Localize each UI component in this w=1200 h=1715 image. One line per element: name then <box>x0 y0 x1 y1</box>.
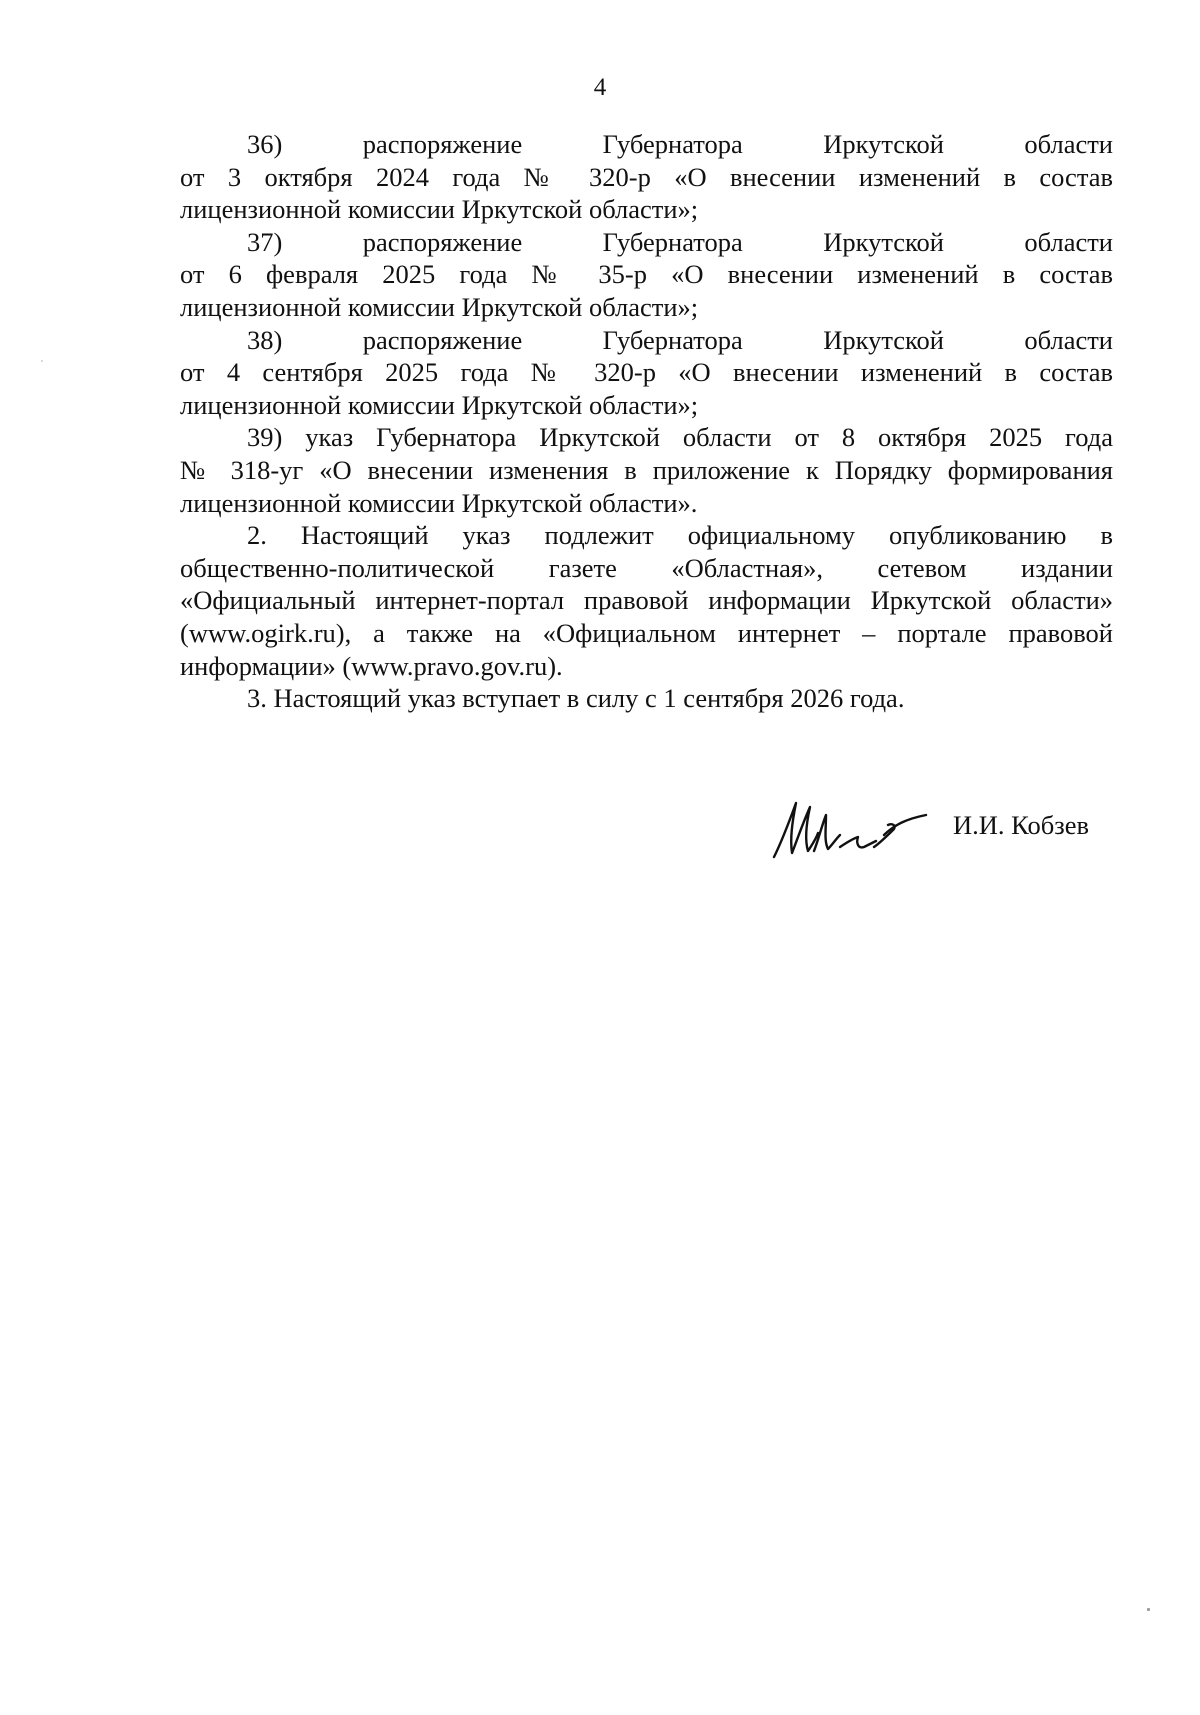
text-line: 38) распоряжение Губернатора Иркутской области <box>247 324 1113 355</box>
text-line: 2. Настоящий указ подлежит официальному опубликованию в <box>247 520 1113 551</box>
document-body <box>180 128 1113 715</box>
text-line: общественно-политической газете «Областная», сетевом издании <box>180 552 1113 583</box>
text-line: 3. Настоящий указ вступает в силу с 1 сентября 2026 года. <box>247 683 905 714</box>
list-item-38 <box>180 324 1113 422</box>
text-line: 39) указ Губернатора Иркутской области от 8 октября 2025 года <box>247 422 1113 453</box>
text-line: 36) распоряжение Губернатора Иркутской области <box>247 129 1113 159</box>
list-item-37 <box>180 226 1113 324</box>
handwritten-signature <box>770 795 930 865</box>
signatory-name: И.И. Кобзев <box>953 810 1089 840</box>
scan-artifact <box>41 360 43 362</box>
text-line: (www.ogirk.ru), а также на «Официальном интернет – портале правовой <box>180 617 1113 648</box>
text-line: лицензионной комиссии Иркутской области»; <box>180 194 699 225</box>
list-item-39 <box>180 421 1113 519</box>
signature-block <box>770 795 1120 865</box>
clause-2 <box>180 519 1113 682</box>
page-number: 4 <box>593 74 607 101</box>
clause-3 <box>180 682 1113 715</box>
text-line: от 4 сентября 2025 года № 320-р «О внесении изменений в состав <box>180 357 1113 388</box>
text-line: от 3 октября 2024 года № 320-р «О внесении изменений в состав <box>180 161 1113 192</box>
text-line: «Официальный интернет-портал правовой информации Иркутской области» <box>180 585 1113 616</box>
list-item-36 <box>180 128 1113 226</box>
text-line: лицензионной комиссии Иркутской области»; <box>180 389 699 420</box>
scan-artifact <box>1147 1608 1150 1611</box>
text-line: 37) распоряжение Губернатора Иркутской области <box>247 226 1113 257</box>
text-line: № 318-уг «О внесении изменения в приложение к Порядку формирования <box>180 454 1113 485</box>
text-line: лицензионной комиссии Иркутской области»; <box>180 291 699 322</box>
text-line: от 6 февраля 2025 года № 35-р «О внесении изменений в состав <box>180 259 1113 290</box>
text-line: лицензионной комиссии Иркутской области». <box>180 487 698 518</box>
text-line: информации» (www.pravo.gov.ru). <box>180 650 563 681</box>
